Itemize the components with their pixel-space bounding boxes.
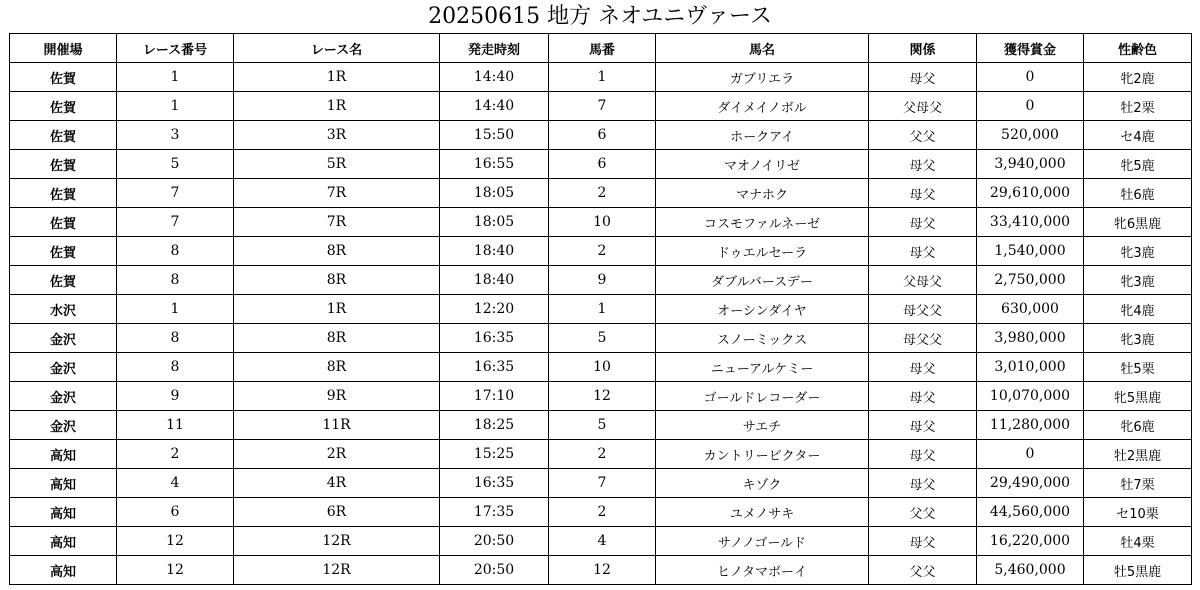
venue-cell: 佐賀 (10, 208, 117, 237)
race-number-cell: 8 (117, 353, 234, 382)
sex-age-color-cell: 牝3鹿 (1084, 237, 1192, 266)
post-time-cell: 18:05 (440, 179, 549, 208)
sex-age-color-cell: 牡5栗 (1084, 353, 1192, 382)
post-time-cell: 14:40 (440, 63, 549, 92)
venue-cell: 金沢 (10, 324, 117, 353)
horse-name-cell: スノーミックス (656, 324, 869, 353)
race-name-cell: 2R (234, 440, 440, 469)
earnings-cell: 3,940,000 (977, 150, 1084, 179)
earnings-cell: 0 (977, 440, 1084, 469)
race-name-cell: 1R (234, 63, 440, 92)
column-header-horse-number: 馬番 (549, 34, 656, 63)
relation-cell: 母父 (869, 440, 977, 469)
venue-cell: 高知 (10, 469, 117, 498)
horse-name-cell: ホークアイ (656, 121, 869, 150)
race-number-cell: 12 (117, 527, 234, 556)
column-header-race-number: レース番号 (117, 34, 234, 63)
race-number-cell: 6 (117, 498, 234, 527)
post-time-cell: 17:35 (440, 498, 549, 527)
earnings-cell: 33,410,000 (977, 208, 1084, 237)
table-row (10, 208, 1192, 237)
column-header-earnings: 獲得賞金 (977, 34, 1084, 63)
table-row (10, 498, 1192, 527)
race-number-cell: 1 (117, 92, 234, 121)
horse-name-cell: キゾク (656, 469, 869, 498)
earnings-cell: 0 (977, 63, 1084, 92)
race-number-cell: 1 (117, 295, 234, 324)
column-header-relation: 関係 (869, 34, 977, 63)
sex-age-color-cell: 牡6鹿 (1084, 179, 1192, 208)
relation-cell: 母父 (869, 237, 977, 266)
race-name-cell: 6R (234, 498, 440, 527)
earnings-cell: 520,000 (977, 121, 1084, 150)
horse-name-cell: ドゥエルセーラ (656, 237, 869, 266)
results-table (9, 33, 1192, 585)
sex-age-color-cell: 牡4栗 (1084, 527, 1192, 556)
table-header-row (10, 34, 1192, 63)
column-header-venue: 開催場 (10, 34, 117, 63)
race-name-cell: 7R (234, 208, 440, 237)
relation-cell: 母父 (869, 179, 977, 208)
post-time-cell: 16:35 (440, 324, 549, 353)
sex-age-color-cell: 牝6鹿 (1084, 411, 1192, 440)
sex-age-color-cell: 牝3鹿 (1084, 324, 1192, 353)
relation-cell: 母父 (869, 411, 977, 440)
column-header-race-name: レース名 (234, 34, 440, 63)
venue-cell: 佐賀 (10, 92, 117, 121)
race-name-cell: 5R (234, 150, 440, 179)
table-row (10, 295, 1192, 324)
race-name-cell: 8R (234, 324, 440, 353)
horse-number-cell: 12 (549, 382, 656, 411)
post-time-cell: 18:05 (440, 208, 549, 237)
table-row (10, 237, 1192, 266)
column-header-horse-name: 馬名 (656, 34, 869, 63)
sex-age-color-cell: 牝5黒鹿 (1084, 382, 1192, 411)
race-name-cell: 8R (234, 353, 440, 382)
earnings-cell: 2,750,000 (977, 266, 1084, 295)
earnings-cell: 29,610,000 (977, 179, 1084, 208)
horse-name-cell: ヒノタマボーイ (656, 556, 869, 585)
race-name-cell: 12R (234, 527, 440, 556)
horse-name-cell: ユメノサキ (656, 498, 869, 527)
horse-number-cell: 2 (549, 237, 656, 266)
relation-cell: 母父 (869, 150, 977, 179)
post-time-cell: 18:40 (440, 237, 549, 266)
venue-cell: 金沢 (10, 411, 117, 440)
table-body (10, 63, 1192, 585)
column-header-sex-age-color: 性齢色 (1084, 34, 1192, 63)
relation-cell: 父父 (869, 498, 977, 527)
post-time-cell: 14:40 (440, 92, 549, 121)
table-row (10, 63, 1192, 92)
post-time-cell: 15:25 (440, 440, 549, 469)
race-name-cell: 11R (234, 411, 440, 440)
relation-cell: 母父父 (869, 324, 977, 353)
earnings-cell: 630,000 (977, 295, 1084, 324)
venue-cell: 佐賀 (10, 121, 117, 150)
venue-cell: 高知 (10, 527, 117, 556)
earnings-cell: 3,010,000 (977, 353, 1084, 382)
relation-cell: 父父 (869, 121, 977, 150)
post-time-cell: 20:50 (440, 556, 549, 585)
race-number-cell: 3 (117, 121, 234, 150)
race-number-cell: 5 (117, 150, 234, 179)
venue-cell: 佐賀 (10, 63, 117, 92)
horse-number-cell: 12 (549, 556, 656, 585)
race-name-cell: 8R (234, 237, 440, 266)
race-number-cell: 12 (117, 556, 234, 585)
venue-cell: 佐賀 (10, 179, 117, 208)
sex-age-color-cell: 牝5鹿 (1084, 150, 1192, 179)
earnings-cell: 5,460,000 (977, 556, 1084, 585)
race-number-cell: 2 (117, 440, 234, 469)
earnings-cell: 1,540,000 (977, 237, 1084, 266)
horse-name-cell: ダブルバースデー (656, 266, 869, 295)
horse-number-cell: 6 (549, 150, 656, 179)
table-row (10, 556, 1192, 585)
horse-number-cell: 2 (549, 179, 656, 208)
relation-cell: 母父 (869, 353, 977, 382)
table-row (10, 150, 1192, 179)
horse-number-cell: 5 (549, 411, 656, 440)
post-time-cell: 16:55 (440, 150, 549, 179)
venue-cell: 佐賀 (10, 266, 117, 295)
race-name-cell: 8R (234, 266, 440, 295)
post-time-cell: 12:20 (440, 295, 549, 324)
horse-number-cell: 4 (549, 527, 656, 556)
horse-name-cell: マオノイリゼ (656, 150, 869, 179)
horse-number-cell: 10 (549, 353, 656, 382)
sex-age-color-cell: 牝3鹿 (1084, 266, 1192, 295)
horse-number-cell: 2 (549, 440, 656, 469)
venue-cell: 高知 (10, 556, 117, 585)
horse-number-cell: 10 (549, 208, 656, 237)
race-name-cell: 4R (234, 469, 440, 498)
race-name-cell: 9R (234, 382, 440, 411)
race-name-cell: 7R (234, 179, 440, 208)
page-title: 20250615 地方 ネオユニヴァース (428, 4, 772, 29)
horse-name-cell: ニューアルケミー (656, 353, 869, 382)
post-time-cell: 15:50 (440, 121, 549, 150)
sex-age-color-cell: 牡2栗 (1084, 92, 1192, 121)
race-number-cell: 4 (117, 469, 234, 498)
race-number-cell: 8 (117, 266, 234, 295)
horse-number-cell: 2 (549, 498, 656, 527)
sex-age-color-cell: セ10栗 (1084, 498, 1192, 527)
horse-name-cell: カントリービクター (656, 440, 869, 469)
race-name-cell: 3R (234, 121, 440, 150)
relation-cell: 母父 (869, 527, 977, 556)
sex-age-color-cell: 牡2黒鹿 (1084, 440, 1192, 469)
earnings-cell: 29,490,000 (977, 469, 1084, 498)
race-name-cell: 1R (234, 295, 440, 324)
sex-age-color-cell: セ4鹿 (1084, 121, 1192, 150)
horse-number-cell: 1 (549, 63, 656, 92)
venue-cell: 佐賀 (10, 150, 117, 179)
table-row (10, 92, 1192, 121)
post-time-cell: 16:35 (440, 353, 549, 382)
sex-age-color-cell: 牡5黒鹿 (1084, 556, 1192, 585)
relation-cell: 母父 (869, 63, 977, 92)
relation-cell: 父母父 (869, 266, 977, 295)
horse-name-cell: ダイメイノボル (656, 92, 869, 121)
horse-name-cell: サエチ (656, 411, 869, 440)
column-header-post-time: 発走時刻 (440, 34, 549, 63)
table-row (10, 324, 1192, 353)
horse-name-cell: オーシンダイヤ (656, 295, 869, 324)
post-time-cell: 20:50 (440, 527, 549, 556)
horse-number-cell: 7 (549, 469, 656, 498)
horse-name-cell: コスモファルネーゼ (656, 208, 869, 237)
race-number-cell: 9 (117, 382, 234, 411)
horse-name-cell: マナホク (656, 179, 869, 208)
relation-cell: 母父 (869, 208, 977, 237)
table-row (10, 353, 1192, 382)
sex-age-color-cell: 牡7栗 (1084, 469, 1192, 498)
horse-name-cell: サノノゴールド (656, 527, 869, 556)
post-time-cell: 16:35 (440, 469, 549, 498)
earnings-cell: 10,070,000 (977, 382, 1084, 411)
race-name-cell: 12R (234, 556, 440, 585)
horse-name-cell: ゴールドレコーダー (656, 382, 869, 411)
table-row (10, 179, 1192, 208)
sex-age-color-cell: 牝4鹿 (1084, 295, 1192, 324)
horse-name-cell: ガブリエラ (656, 63, 869, 92)
table-row (10, 382, 1192, 411)
race-number-cell: 7 (117, 179, 234, 208)
relation-cell: 母父父 (869, 295, 977, 324)
earnings-cell: 16,220,000 (977, 527, 1084, 556)
post-time-cell: 18:40 (440, 266, 549, 295)
relation-cell: 父母父 (869, 92, 977, 121)
horse-number-cell: 5 (549, 324, 656, 353)
earnings-cell: 3,980,000 (977, 324, 1084, 353)
relation-cell: 母父 (869, 469, 977, 498)
venue-cell: 金沢 (10, 353, 117, 382)
race-name-cell: 1R (234, 92, 440, 121)
race-number-cell: 8 (117, 237, 234, 266)
sex-age-color-cell: 牝2鹿 (1084, 63, 1192, 92)
venue-cell: 高知 (10, 498, 117, 527)
post-time-cell: 17:10 (440, 382, 549, 411)
race-number-cell: 11 (117, 411, 234, 440)
venue-cell: 高知 (10, 440, 117, 469)
table-row (10, 411, 1192, 440)
race-number-cell: 8 (117, 324, 234, 353)
relation-cell: 父父 (869, 556, 977, 585)
venue-cell: 佐賀 (10, 237, 117, 266)
horse-number-cell: 1 (549, 295, 656, 324)
earnings-cell: 0 (977, 92, 1084, 121)
venue-cell: 水沢 (10, 295, 117, 324)
sex-age-color-cell: 牝6黒鹿 (1084, 208, 1192, 237)
table-row (10, 440, 1192, 469)
earnings-cell: 11,280,000 (977, 411, 1084, 440)
earnings-cell: 44,560,000 (977, 498, 1084, 527)
race-number-cell: 7 (117, 208, 234, 237)
table-row (10, 266, 1192, 295)
table-row (10, 527, 1192, 556)
relation-cell: 母父 (869, 382, 977, 411)
horse-number-cell: 7 (549, 92, 656, 121)
race-number-cell: 1 (117, 63, 234, 92)
post-time-cell: 18:25 (440, 411, 549, 440)
table-row (10, 469, 1192, 498)
horse-number-cell: 9 (549, 266, 656, 295)
table-row (10, 121, 1192, 150)
venue-cell: 金沢 (10, 382, 117, 411)
horse-number-cell: 6 (549, 121, 656, 150)
